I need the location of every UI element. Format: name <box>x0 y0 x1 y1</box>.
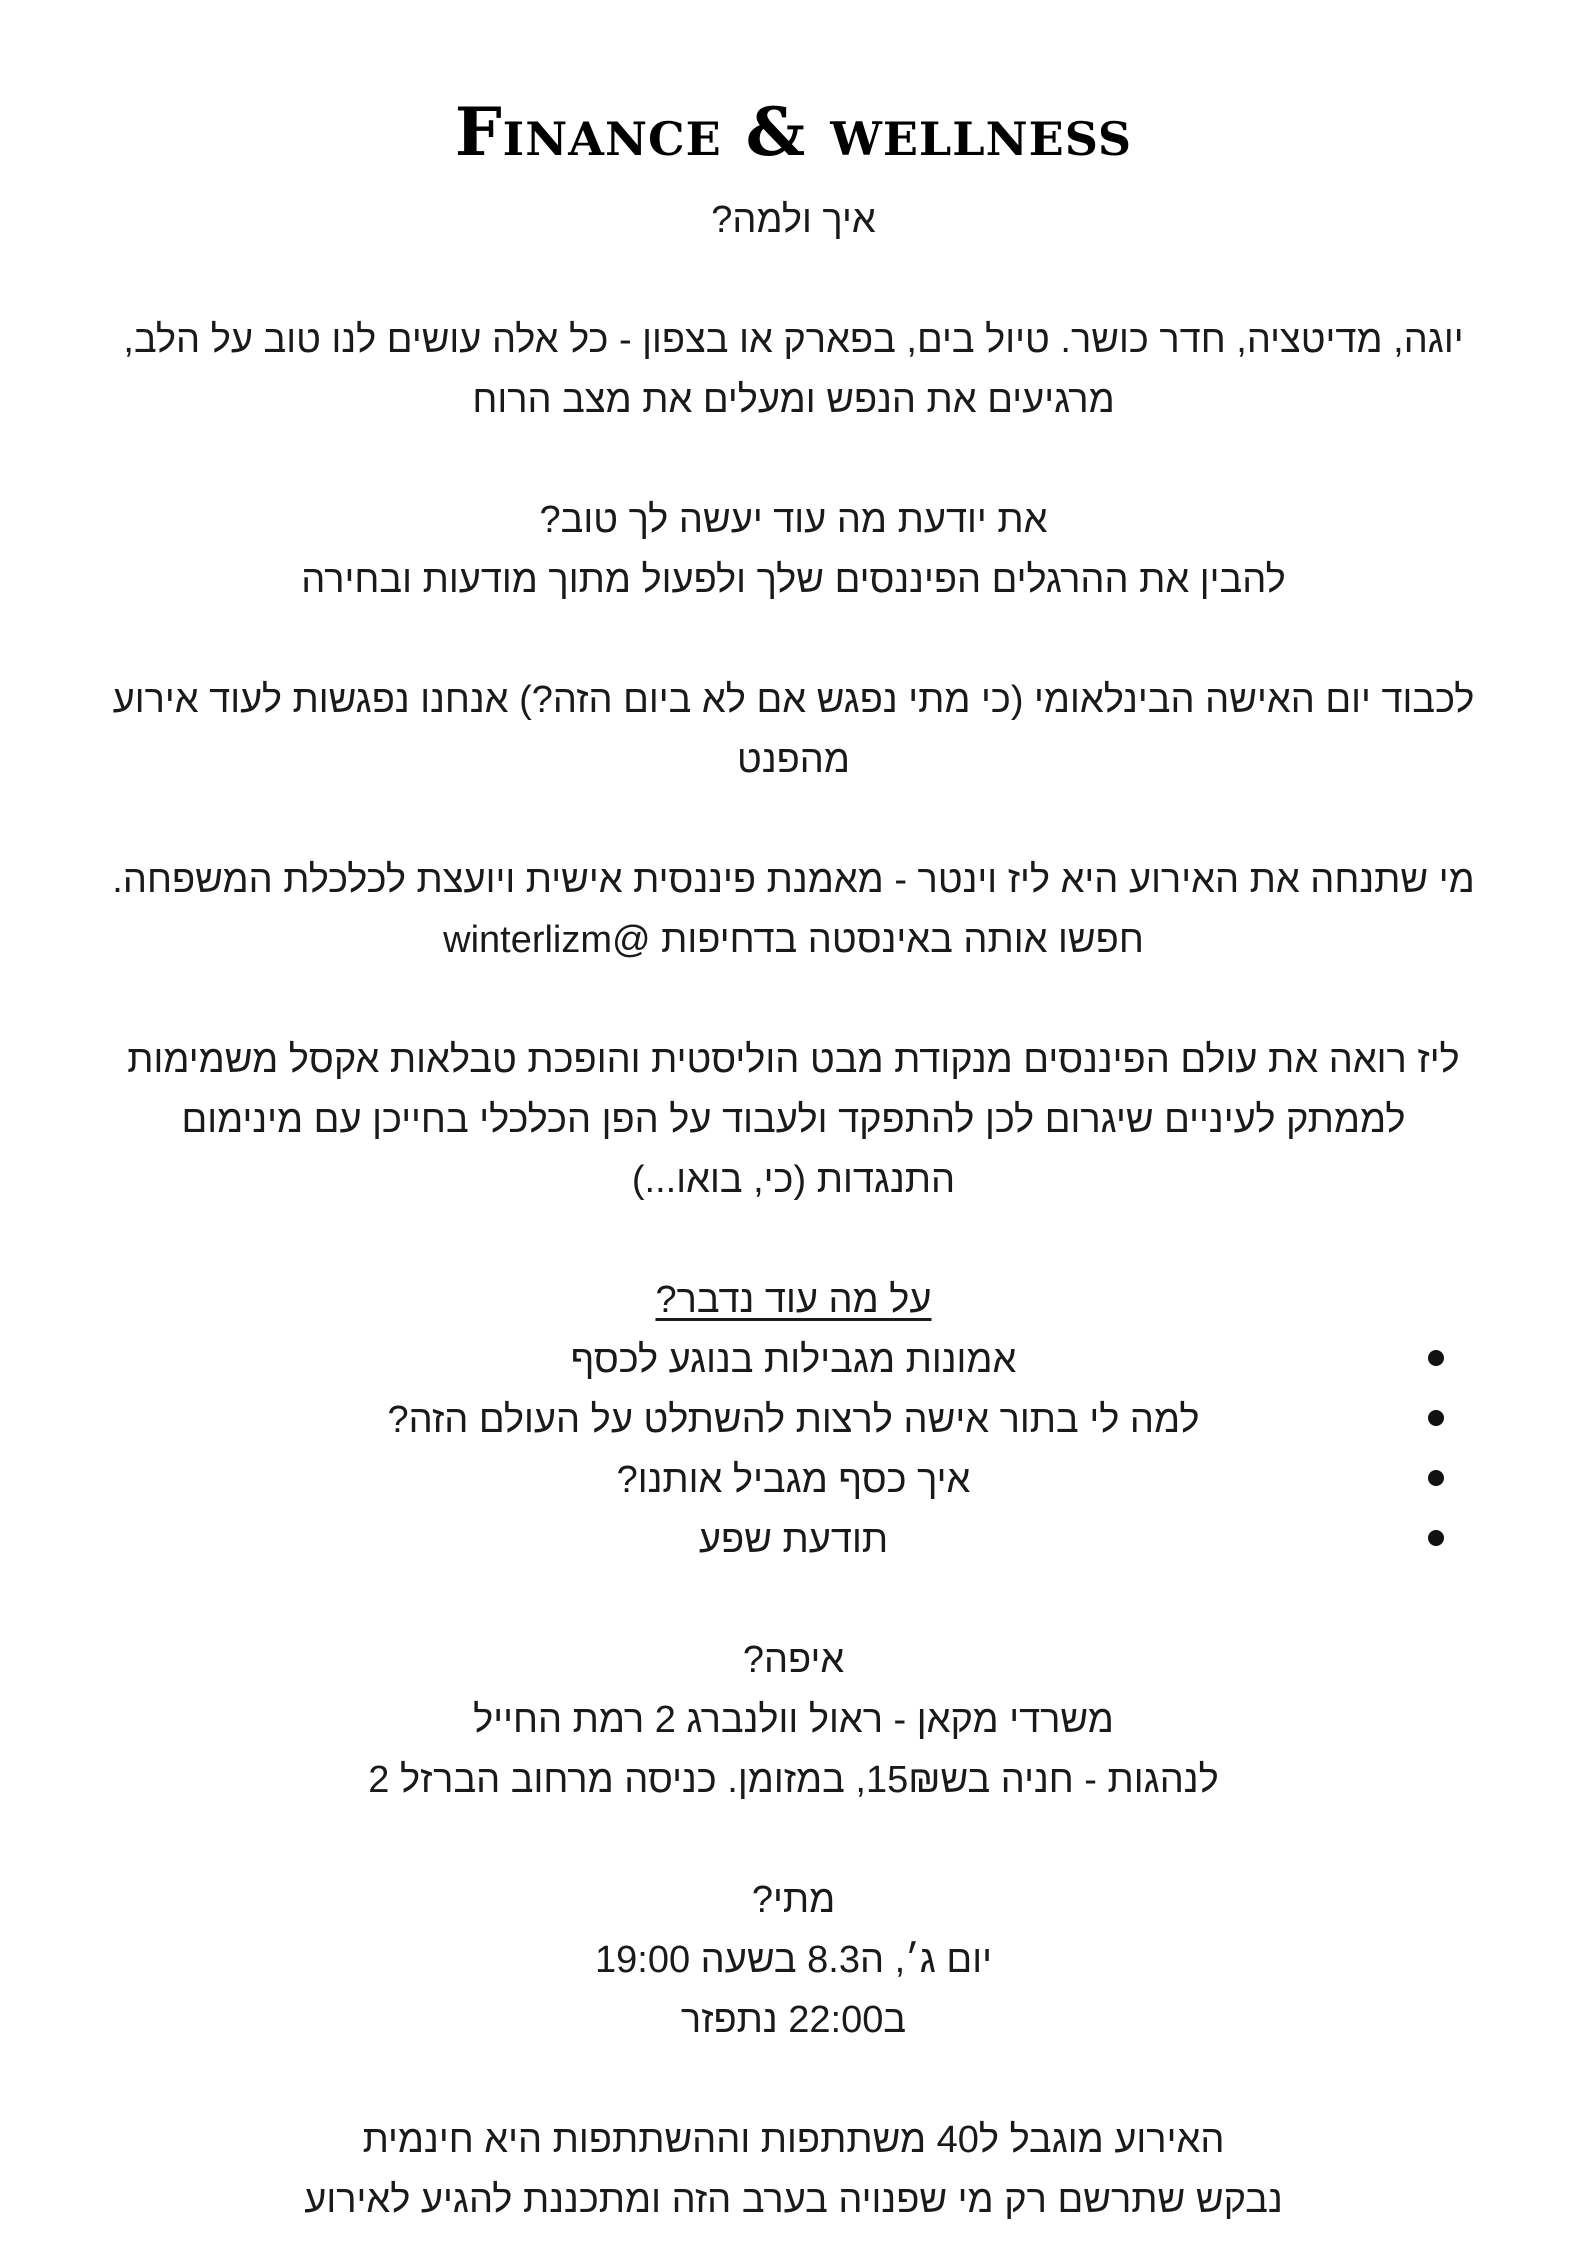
footer-line: האירוע מוגבל ל40 משתתפות וההשתתפות היא חינמית <box>362 2119 1225 2161</box>
paragraph-line: מי שתנחה את האירוע היא ליז וינטר - מאמנת פיננסית אישית ויועצת לכלכלת המשפחה. <box>112 859 1475 901</box>
list-item-text: תודעת שפע <box>698 1519 889 1561</box>
footer-note <box>100 2110 1487 2230</box>
paragraph-line: את יודעת מה עוד יעשה לך טוב? <box>539 499 1048 541</box>
paragraph-line: ליז רואה את עולם הפיננסים מנקודת מבט הוליסטית והופכת טבלאות אקסל משמימות <box>127 1039 1460 1081</box>
host-paragraph <box>100 850 1487 970</box>
section-heading: מתי? <box>751 1879 836 1921</box>
topics-heading: על מה עוד נדבר? <box>655 1279 932 1321</box>
intro-paragraph <box>100 310 1487 430</box>
instagram-handle-line: חפשו אותה באינסטה בדחיפות @winterlizm <box>443 919 1144 961</box>
section-heading: איך ולמה? <box>711 199 876 241</box>
womens-day-paragraph <box>100 670 1487 790</box>
list-item <box>100 1510 1487 1570</box>
bullet-icon <box>1428 1530 1444 1546</box>
page-title: Finance & wellness <box>454 93 1133 171</box>
location-section <box>100 1630 1487 1810</box>
list-item-text: איך כסף מגביל אותנו? <box>616 1459 971 1501</box>
time-section <box>100 1870 1487 2050</box>
list-item <box>100 1390 1487 1450</box>
bullet-icon <box>1428 1410 1444 1426</box>
list-item-text: למה לי בתור אישה לרצות להשתלט על העולם הזה? <box>387 1399 1200 1441</box>
paragraph-line: מהפנט <box>737 739 850 781</box>
topics-list <box>100 1330 1487 1570</box>
parking-line: לנהגות - חניה בש15₪, במזומן. כניסה מרחוב הברזל 2 <box>368 1759 1219 1801</box>
bullet-icon <box>1428 1350 1444 1366</box>
list-item-text: אמונות מגבילות בנוגע לכסף <box>570 1339 1017 1381</box>
paragraph-line: להבין את ההרגלים הפיננסים שלך ולפעול מתוך מודעות ובחירה <box>301 559 1286 601</box>
date-line: יום ג׳, ה8.3 בשעה 19:00 <box>595 1939 992 1981</box>
paragraph-line: מרגיעים את הנפש ומעלים את מצב הרוח <box>472 379 1115 421</box>
paragraph-line: יוגה, מדיטציה, חדר כושר. טיול בים, בפארק או בצפון - כל אלה עושים לנו טוב על הלב, <box>123 319 1464 361</box>
list-item <box>100 1450 1487 1510</box>
paragraph-line: לממתק לעיניים שיגרום לכן להתפקד ולעבוד על הפן הכלכלי בחייכן עם מינימום <box>181 1099 1406 1141</box>
paragraph-line: לכבוד יום האישה הבינלאומי (כי מתי נפגש אם לא ביום הזה?) אנחנו נפגשות לעוד אירוע <box>112 679 1475 721</box>
topics-heading-block <box>100 1270 1487 1330</box>
section-heading: איפה? <box>742 1639 845 1681</box>
address-line: משרדי מקאן - ראול וולנברג 2 רמת החייל <box>473 1699 1114 1741</box>
how-why-section <box>100 190 1487 250</box>
question-paragraph <box>100 490 1487 610</box>
paragraph-line: התנגדות (כי, בואו...) <box>631 1159 956 1201</box>
bullet-icon <box>1428 1470 1444 1486</box>
end-time-line: ב22:00 נתפזר <box>680 1999 907 2041</box>
host-description-paragraph <box>100 1030 1487 1210</box>
list-item <box>100 1330 1487 1390</box>
footer-line: נבקש שתרשם רק מי שפנויה בערב הזה ומתכננת להגיע לאירוע <box>304 2179 1283 2221</box>
